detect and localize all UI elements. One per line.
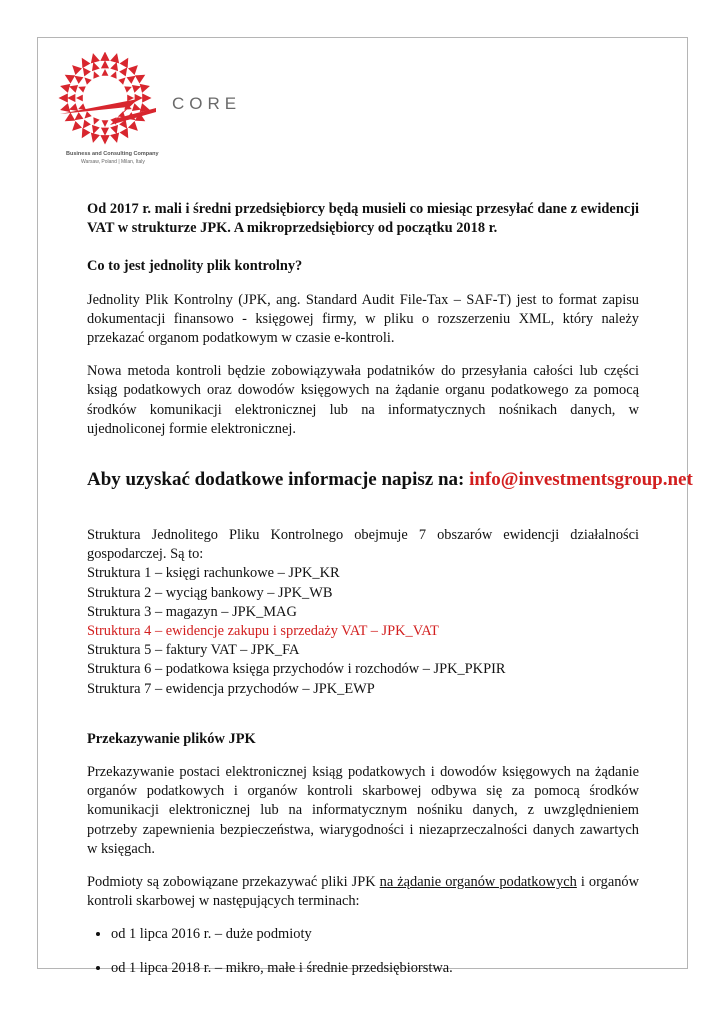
transfer-heading: Przekazywanie plików JPK — [87, 730, 256, 747]
logo-triangle — [110, 133, 121, 144]
logo-triangle — [132, 103, 142, 113]
logo-triangle — [59, 93, 68, 102]
logo-triangle — [77, 84, 86, 93]
logo-triangle — [79, 65, 90, 76]
logo-triangle — [88, 133, 99, 144]
logo-triangle — [78, 128, 91, 141]
logo-triangle — [89, 125, 99, 135]
logo-triangle — [69, 121, 82, 134]
logo-triangle — [89, 61, 99, 71]
document-body — [87, 200, 693, 992]
logo-triangle — [128, 62, 141, 75]
logo-triangle — [119, 65, 130, 76]
logo-triangle — [101, 60, 109, 68]
logo-triangle — [68, 82, 78, 92]
question-heading: Co to jest jednolity plik kontrolny? — [87, 258, 303, 275]
transfer-paragraph: Przekazywanie postaci elektronicznej ksiąg podatkowych i dowodów księgowych na żądanie organów podatkowych i organów kontroli skarbowej odbywa się za pomocą środków komunikacji elektronicznej lub na informatycznym nośniku danych, z uwzględnieniem potrzeby zapewnienia bezpieczeństwa, wiarygodności i niezaprzeczalności danych zawartych w księgach. — [87, 764, 639, 857]
logo-triangle — [135, 71, 148, 84]
method-paragraph: Nowa metoda kontroli będzie zobowiązywała podatników do przesyłania całości lub części ksiąg podatkowych oraz dowodów księgowych na żądanie organu podatkowego za pomocą środków komunikacji elektronicznej lub na informatycznych nośnikach danych, w ujednoliconej formie elektronicznej. — [87, 363, 639, 437]
logo-triangle — [76, 95, 83, 102]
logo-triangle — [110, 125, 120, 135]
structures-list — [87, 564, 639, 698]
logo-triangle — [127, 72, 138, 83]
logo-triangle — [91, 70, 100, 79]
logo-triangle — [100, 135, 109, 144]
obligation-paragraph: Podmioty są zobowiązane przekazywać pliki JPK na żądanie organów podatkowych i organów kontroli skarbowej w następujących terminach: — [87, 874, 639, 910]
logo-triangle — [91, 117, 100, 126]
logo-triangle — [62, 71, 75, 84]
logo-triangle — [128, 121, 141, 134]
structure-item-highlighted: Struktura 4 – ewidencje zakupu i sprzedaży VAT – JPK_VAT — [87, 623, 439, 640]
logo-triangle — [88, 52, 99, 63]
logo-swoosh — [60, 99, 156, 125]
logo-tagline: Business and Consulting Company — [66, 151, 159, 157]
logo-triangle — [140, 81, 151, 92]
logo-triangle — [67, 94, 75, 102]
logo-triangle — [120, 128, 133, 141]
logo-triangle — [78, 55, 91, 68]
logo-triangle — [102, 69, 109, 76]
logo-triangle — [124, 84, 133, 93]
structure-item: Struktura 1 – księgi rachunkowe – JPK_KR — [87, 565, 340, 582]
deadline-item: • od 1 lipca 2018 r. – mikro, małe i średnie przedsiębiorstwa. — [111, 959, 639, 978]
logo-triangle — [59, 81, 70, 92]
logo-triangle — [82, 75, 92, 85]
logo-triangle — [72, 72, 83, 83]
underlined-phrase: na żądanie organów podatkowych — [379, 874, 577, 891]
logo-triangle — [132, 82, 142, 92]
structure-item: Struktura 7 – ewidencja przychodów – JPK_EWP — [87, 680, 375, 697]
contact-line — [87, 468, 693, 492]
contact-text: Aby uzyskać dodatkowe informacje napisz na: — [87, 469, 465, 491]
logo-triangle — [79, 120, 90, 131]
structures-intro: Struktura Jednolitego Pliku Kontrolnego obejmuje 7 obszarów ewidencji działalności gospodarczej. Są to: — [87, 527, 639, 563]
logo-triangle — [72, 112, 83, 123]
logo-triangle — [110, 70, 119, 79]
logo-triangle — [82, 111, 92, 121]
logo-triangle — [101, 128, 109, 136]
logo-triangle — [102, 120, 109, 127]
structure-item: Struktura 5 – faktury VAT – JPK_FA — [87, 642, 300, 659]
logo-triangle — [69, 62, 82, 75]
contact-email-link[interactable]: info@investmentsgroup.net — [469, 469, 693, 491]
logo-wordmark: CORE — [172, 94, 242, 113]
structure-item: Struktura 2 – wyciąg bankowy – JPK_WB — [87, 584, 333, 601]
structure-item: Struktura 6 – podatkowa księga przychodów i rozchodów – JPK_PKPIR — [87, 661, 506, 678]
logo-triangle — [142, 93, 151, 102]
logo-triangle — [62, 113, 75, 126]
deadline-item: • od 1 lipca 2016 r. – duże podmioty — [111, 925, 639, 944]
deadline-list — [87, 925, 639, 977]
logo-triangle — [100, 52, 109, 61]
logo-locations: Warsaw, Poland | Milan, Italy — [81, 159, 145, 165]
logo-triangle — [110, 61, 120, 71]
lead-paragraph: Od 2017 r. mali i średni przedsiębiorcy będą musieli co miesiąc przesyłać dane z ewidencji VAT w strukturze JPK. A mikroprzedsiębiorcy od początku 2018 r. — [87, 201, 639, 237]
logo-triangle — [118, 75, 128, 85]
structure-item: Struktura 3 – magazyn – JPK_MAG — [87, 603, 297, 620]
logo-triangle — [120, 55, 133, 68]
definition-paragraph: Jednolity Plik Kontrolny (JPK, ang. Standard Audit File-Tax – SAF-T) jest to format zapisu dokumentacji finansowo - księgowej firmy, w pliku o rozszerzeniu XML, który należy przekazać organom podatkowym w czasie e-kontroli. — [87, 291, 639, 347]
logo-triangle — [110, 52, 121, 63]
